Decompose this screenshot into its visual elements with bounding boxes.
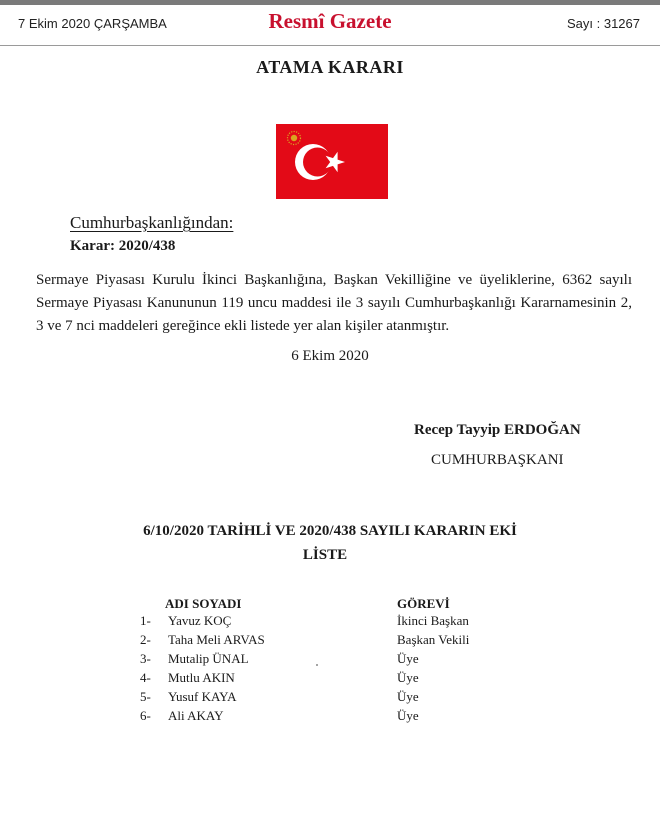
issue-date: 7 Ekim 2020 ÇARŞAMBA — [18, 16, 167, 31]
appointee-role: Başkan Vekili — [397, 632, 470, 647]
row-number: 1- — [140, 613, 151, 628]
annex-title — [0, 519, 660, 567]
list-row — [0, 670, 660, 689]
gazette-title: Resmî Gazete — [268, 9, 392, 33]
row-number: 3- — [140, 651, 151, 666]
appointee-name: Ali AKAY — [168, 708, 224, 723]
appointee-name: Taha Meli ARVAS — [168, 632, 265, 647]
list-row — [0, 708, 660, 727]
annex-title-line1: 6/10/2020 TARİHLİ VE 2020/438 SAYILI KARARIN EKİ — [143, 523, 517, 539]
list-row — [0, 651, 660, 670]
row-number: 6- — [140, 708, 151, 723]
appointee-role: Üye — [397, 670, 419, 685]
issuer-heading: Cumhurbaşkanlığından: — [70, 213, 234, 232]
decision-body: Sermaye Piyasası Kurulu İkinci Başkanlığına, Başkan Vekilliğine ve üyeliklerine, 6362 sayılı Sermaye Piyasası Kanununun 119 uncu maddesi ile 3 sayılı Cumhurbaşkanlığı Kararnamesinin 2, 3 ve 7 nci maddeleri gereğince ekli listede yer alan kişiler atanmıştır. — [36, 272, 632, 334]
row-number: 5- — [140, 689, 151, 704]
column-header-name: ADI SOYADI — [165, 596, 242, 611]
appointee-name: Mutlu AKIN — [168, 670, 235, 685]
appointee-name: Mutalip ÜNAL — [168, 651, 249, 666]
list-row — [0, 689, 660, 708]
appointee-role: Üye — [397, 708, 419, 723]
turkish-flag-icon — [276, 124, 388, 199]
list-row — [0, 613, 660, 632]
column-header-role: GÖREVİ — [397, 596, 450, 611]
signer-title: CUMHURBAŞKANI — [431, 452, 564, 468]
appointee-name: Yusuf KAYA — [168, 689, 237, 704]
appointee-role: Üye — [397, 689, 419, 704]
issue-number: Sayı : 31267 — [567, 16, 640, 31]
header-divider — [0, 45, 660, 46]
appointee-role: İkinci Başkan — [397, 613, 469, 628]
list-row — [0, 632, 660, 651]
row-number: 2- — [140, 632, 151, 647]
row-number: 4- — [140, 670, 151, 685]
gazette-header — [0, 5, 660, 41]
appointee-role: Üye — [397, 651, 419, 666]
document-title: ATAMA KARARI — [256, 57, 404, 77]
appointee-name: Yavuz KOÇ — [168, 613, 232, 628]
signature-date: 6 Ekim 2020 — [291, 348, 369, 364]
decision-number: Karar: 2020/438 — [70, 238, 176, 254]
appointee-list — [0, 613, 660, 727]
signer-name: Recep Tayyip ERDOĞAN — [414, 422, 581, 438]
scan-speck — [316, 664, 318, 666]
annex-title-line2: LİSTE — [302, 547, 348, 563]
